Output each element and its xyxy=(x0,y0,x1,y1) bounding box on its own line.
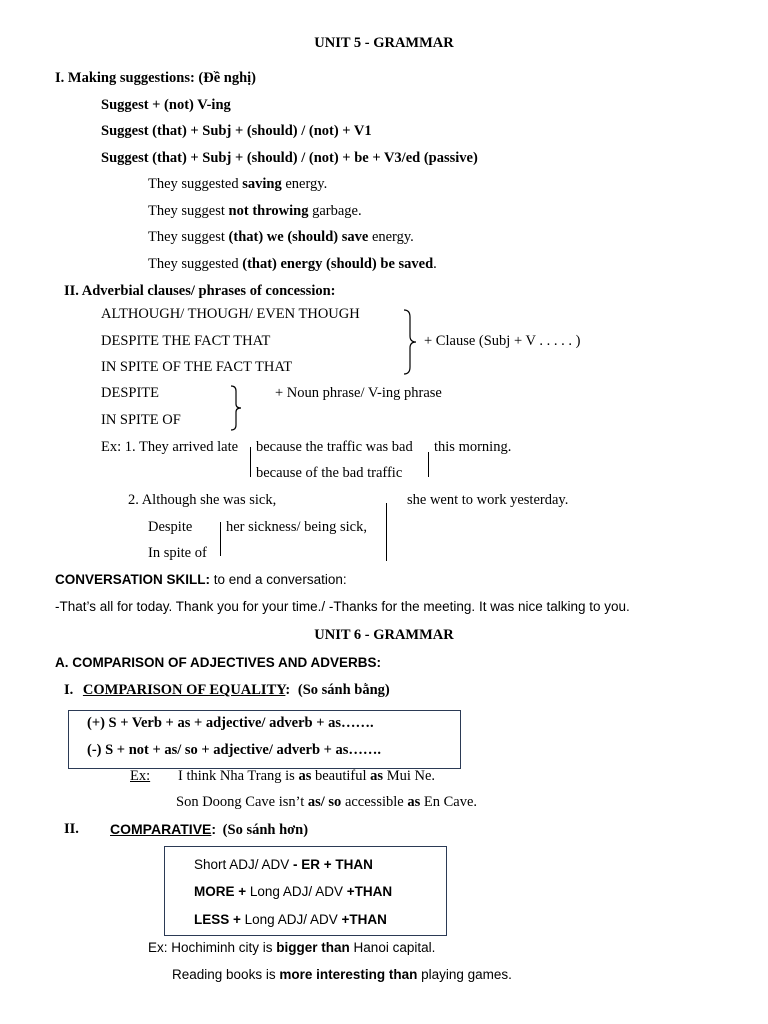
suggest-example-1 xyxy=(148,174,327,194)
right-brace-icon xyxy=(401,309,421,375)
equality-formula-negative: (-) S + not + as/ so + adjective/ adverb + as……. xyxy=(87,742,382,758)
suggest-formula-2: Suggest (that) + Subj + (should) / (not) + V1 xyxy=(101,123,372,139)
comparative-number: II. xyxy=(64,821,79,837)
equality-vietnamese: (So sánh bằng) xyxy=(297,682,390,698)
concession-example-1-end: this morning. xyxy=(434,439,512,455)
comparative-formula-less xyxy=(194,910,387,930)
equality-title: COMPARISON OF EQUALITY xyxy=(82,682,286,698)
comparative-formula-short xyxy=(194,855,373,875)
example-highlight: as/ so xyxy=(307,794,342,810)
comparative-example-1 xyxy=(148,938,435,958)
formula-highlight: +THAN xyxy=(341,912,387,927)
noun-phrase-result: + Noun phrase/ V-ing phrase xyxy=(275,385,442,401)
formula-text: Long ADJ/ ADV xyxy=(244,912,342,927)
divider-line xyxy=(220,522,221,556)
conversation-skill-label: CONVERSATION SKILL: xyxy=(55,572,210,587)
equality-example-2 xyxy=(176,792,477,812)
example-text: Mui Ne. xyxy=(383,768,436,784)
unit5-title: UNIT 5 - GRAMMAR xyxy=(314,35,454,51)
conversation-skill xyxy=(55,570,347,590)
example-highlight: (that) energy (should) be saved xyxy=(242,256,434,272)
concession-example-2-despite: Despite xyxy=(148,519,193,535)
equality-example-1 xyxy=(178,766,435,786)
concession-connector-3: IN SPITE OF THE FACT THAT xyxy=(101,359,293,375)
example-text: They suggest xyxy=(148,203,229,219)
example-text: Reading books is xyxy=(172,967,280,982)
equality-heading xyxy=(64,680,390,700)
example-text: accessible xyxy=(341,794,408,810)
equality-formula-positive: (+) S + Verb + as + adjective/ adverb + as……. xyxy=(87,715,374,731)
conversation-skill-text: to end a conversation: xyxy=(210,572,347,587)
example-text: They suggested xyxy=(148,176,243,192)
unit6-title: UNIT 6 - GRAMMAR xyxy=(314,627,454,643)
example-highlight: as xyxy=(370,768,384,784)
suggest-example-2 xyxy=(148,201,362,221)
formula-highlight: MORE + xyxy=(194,884,250,899)
concession-heading: II. Adverbial clauses/ phrases of concession: xyxy=(64,283,336,299)
example-text: . xyxy=(433,256,437,272)
example-text: Ex: Hochiminh city is xyxy=(148,940,277,955)
example-highlight: as xyxy=(298,768,312,784)
example-text: I think Nha Trang is xyxy=(178,768,299,784)
example-text: Hanoi capital. xyxy=(349,940,436,955)
comparative-heading xyxy=(110,819,308,840)
concession-example-2-start: 2. Although she was sick, xyxy=(128,492,277,508)
suggest-example-4 xyxy=(148,254,437,274)
example-text: Son Doong Cave isn’t xyxy=(176,794,308,810)
making-suggestions-heading: I. Making suggestions: (Đề nghị) xyxy=(55,70,257,86)
section-number: I. xyxy=(64,682,74,698)
formula-highlight: - ER + THAN xyxy=(293,857,373,872)
concession-preposition-1: DESPITE xyxy=(101,385,159,401)
divider-line xyxy=(386,503,387,561)
concession-example-2-end: she went to work yesterday. xyxy=(407,492,569,508)
example-highlight: (that) we (should) save xyxy=(228,229,369,245)
right-brace-icon xyxy=(229,385,245,431)
example-highlight: more interesting than xyxy=(279,967,418,982)
comparative-vietnamese: (So sánh hơn) xyxy=(222,822,309,838)
concession-example-1-phrase: because of the bad traffic xyxy=(256,465,403,481)
divider-line xyxy=(250,447,251,477)
concession-example-1-start: Ex: 1. They arrived late xyxy=(101,439,239,455)
clause-result: + Clause (Subj + V . . . . . ) xyxy=(424,333,581,349)
concession-example-2-phrase: her sickness/ being sick, xyxy=(226,519,367,535)
comparison-heading: A. COMPARISON OF ADJECTIVES AND ADVERBS: xyxy=(55,655,382,670)
formula-highlight: LESS + xyxy=(194,912,245,927)
example-text: playing games. xyxy=(417,967,512,982)
suggest-formula-1: Suggest + (not) V-ing xyxy=(101,97,231,113)
example-text: They suggest xyxy=(148,229,229,245)
formula-text: Long ADJ/ ADV xyxy=(249,884,347,899)
example-text: beautiful xyxy=(311,768,371,784)
concession-connector-2: DESPITE THE FACT THAT xyxy=(101,333,271,349)
example-highlight: bigger than xyxy=(276,940,350,955)
conversation-example: -That’s all for today. Thank you for your time./ -Thanks for the meeting. It was nice talking to you. xyxy=(55,599,630,614)
comparative-example-2 xyxy=(172,965,512,985)
equality-example-label: Ex: xyxy=(130,768,151,784)
example-highlight: not throwing xyxy=(228,203,309,219)
divider-line xyxy=(428,452,429,477)
concession-example-1-clause: because the traffic was bad xyxy=(256,439,413,455)
suggest-example-3 xyxy=(148,227,414,247)
formula-text: Short ADJ/ ADV xyxy=(194,857,294,872)
example-text: En Cave. xyxy=(420,794,478,810)
concession-preposition-2: IN SPITE OF xyxy=(101,412,181,428)
example-highlight: as xyxy=(407,794,421,810)
formula-highlight: +THAN xyxy=(346,884,393,899)
concession-example-2-in-spite-of: In spite of xyxy=(148,545,207,561)
example-text: They suggested xyxy=(148,256,243,272)
concession-connector-1: ALTHOUGH/ THOUGH/ EVEN THOUGH xyxy=(101,306,360,322)
comparative-colon: : xyxy=(211,821,217,837)
comparative-title: COMPARATIVE xyxy=(110,821,212,837)
comparative-formula-more xyxy=(194,882,392,902)
example-text: energy. xyxy=(368,229,414,245)
example-highlight: saving xyxy=(242,176,282,192)
equality-colon: : xyxy=(285,682,291,698)
example-text: garbage. xyxy=(308,203,362,219)
example-text: energy. xyxy=(281,176,328,192)
suggest-formula-3: Suggest (that) + Subj + (should) / (not) + be + V3/ed (passive) xyxy=(101,150,478,166)
